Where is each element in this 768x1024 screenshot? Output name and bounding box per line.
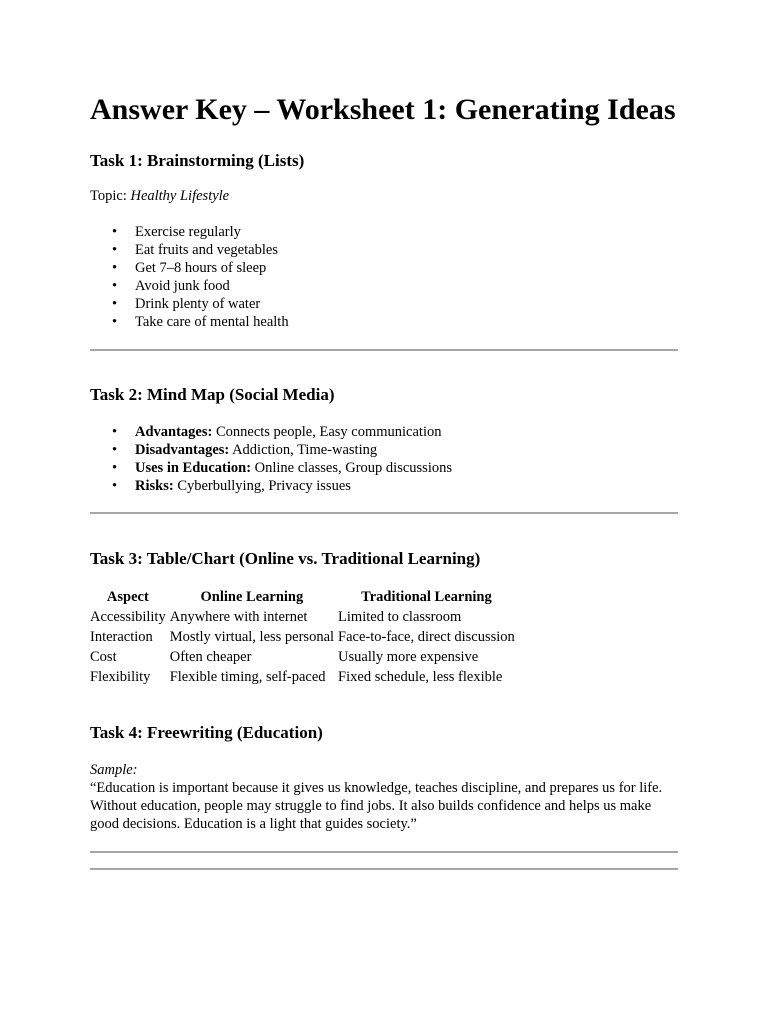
task3-heading: Task 3: Table/Chart (Online vs. Traditional Learning): [90, 549, 481, 568]
list-item-text: Addiction, Time-wasting: [229, 442, 378, 458]
list-item: • Take care of mental health: [135, 313, 678, 331]
list-item: • Eat fruits and vegetables: [135, 241, 678, 259]
list-item: [135, 441, 678, 459]
table-row: [90, 647, 517, 667]
list-item-label: Uses in Education:: [135, 460, 252, 476]
list-item-text: Connects people, Easy communication: [212, 424, 442, 440]
table-cell: Interaction: [90, 629, 153, 645]
table-cell: Fixed schedule, less flexible: [338, 669, 503, 685]
table-cell: Mostly virtual, less personal: [169, 629, 335, 645]
list-item: [135, 459, 678, 477]
table-cell: Flexible timing, self-paced: [169, 669, 326, 685]
table-cell: Flexibility: [90, 669, 151, 685]
task4-sample-label: Sample:: [90, 762, 138, 778]
table-header-row: [90, 587, 517, 607]
section-divider: [90, 868, 678, 870]
section-divider: [90, 851, 678, 853]
list-item-text: Online classes, Group discussions: [251, 460, 452, 476]
list-item-text: Cyberbullying, Privacy issues: [173, 478, 351, 494]
table-cell: Limited to classroom: [338, 609, 462, 625]
section-divider: [90, 512, 678, 514]
task4-sample: [90, 761, 678, 833]
table-cell: Often cheaper: [169, 649, 252, 665]
table-row: [90, 627, 517, 647]
task4-section: [90, 723, 678, 833]
table-cell: Accessibility: [90, 609, 166, 625]
table-cell: Face-to-face, direct discussion: [338, 629, 515, 645]
table-cell: Cost: [90, 649, 117, 665]
task1-section: [90, 151, 678, 331]
task1-heading: Task 1: Brainstorming (Lists): [90, 151, 305, 170]
section-divider: [90, 349, 678, 351]
table-row: [90, 607, 517, 627]
table-cell: Usually more expensive: [338, 649, 479, 665]
list-item: • Get 7–8 hours of sleep: [135, 259, 678, 277]
list-item: [135, 423, 678, 441]
list-item: • Exercise regularly: [135, 223, 678, 241]
task2-list: [90, 423, 678, 495]
task1-topic-label: Topic:: [90, 188, 127, 204]
list-item-label: Risks:: [135, 478, 174, 494]
table-header-cell: Aspect: [106, 589, 149, 605]
task1-topic-value: Healthy Lifestyle: [130, 188, 230, 204]
table-header-cell: Traditional Learning: [361, 589, 492, 605]
task2-section: [90, 385, 678, 495]
list-item-label: Disadvantages:: [135, 442, 230, 458]
page-title: Answer Key – Worksheet 1: Generating Ideas: [90, 93, 676, 126]
task2-heading: Task 2: Mind Map (Social Media): [90, 385, 335, 404]
list-item: • Avoid junk food: [135, 277, 678, 295]
document-page: [90, 92, 678, 870]
list-item: [135, 477, 678, 495]
table-row: [90, 667, 517, 687]
list-item-label: Advantages:: [135, 424, 213, 440]
table-cell: Anywhere with internet: [169, 609, 308, 625]
comparison-table: [90, 587, 517, 687]
task1-list: [90, 223, 678, 331]
list-item: • Drink plenty of water: [135, 295, 678, 313]
table-header-cell: Online Learning: [200, 589, 304, 605]
task4-sample-text: “Education is important because it gives us knowledge, teaches discipline, and prepares us for life. Without education, people may struggle to find jobs. It also builds confidence and helps us make good decisions. Education is a light that guides society.”: [90, 780, 663, 832]
task3-section: [90, 549, 678, 687]
task4-heading: Task 4: Freewriting (Education): [90, 723, 323, 742]
task1-topic: [90, 187, 678, 205]
